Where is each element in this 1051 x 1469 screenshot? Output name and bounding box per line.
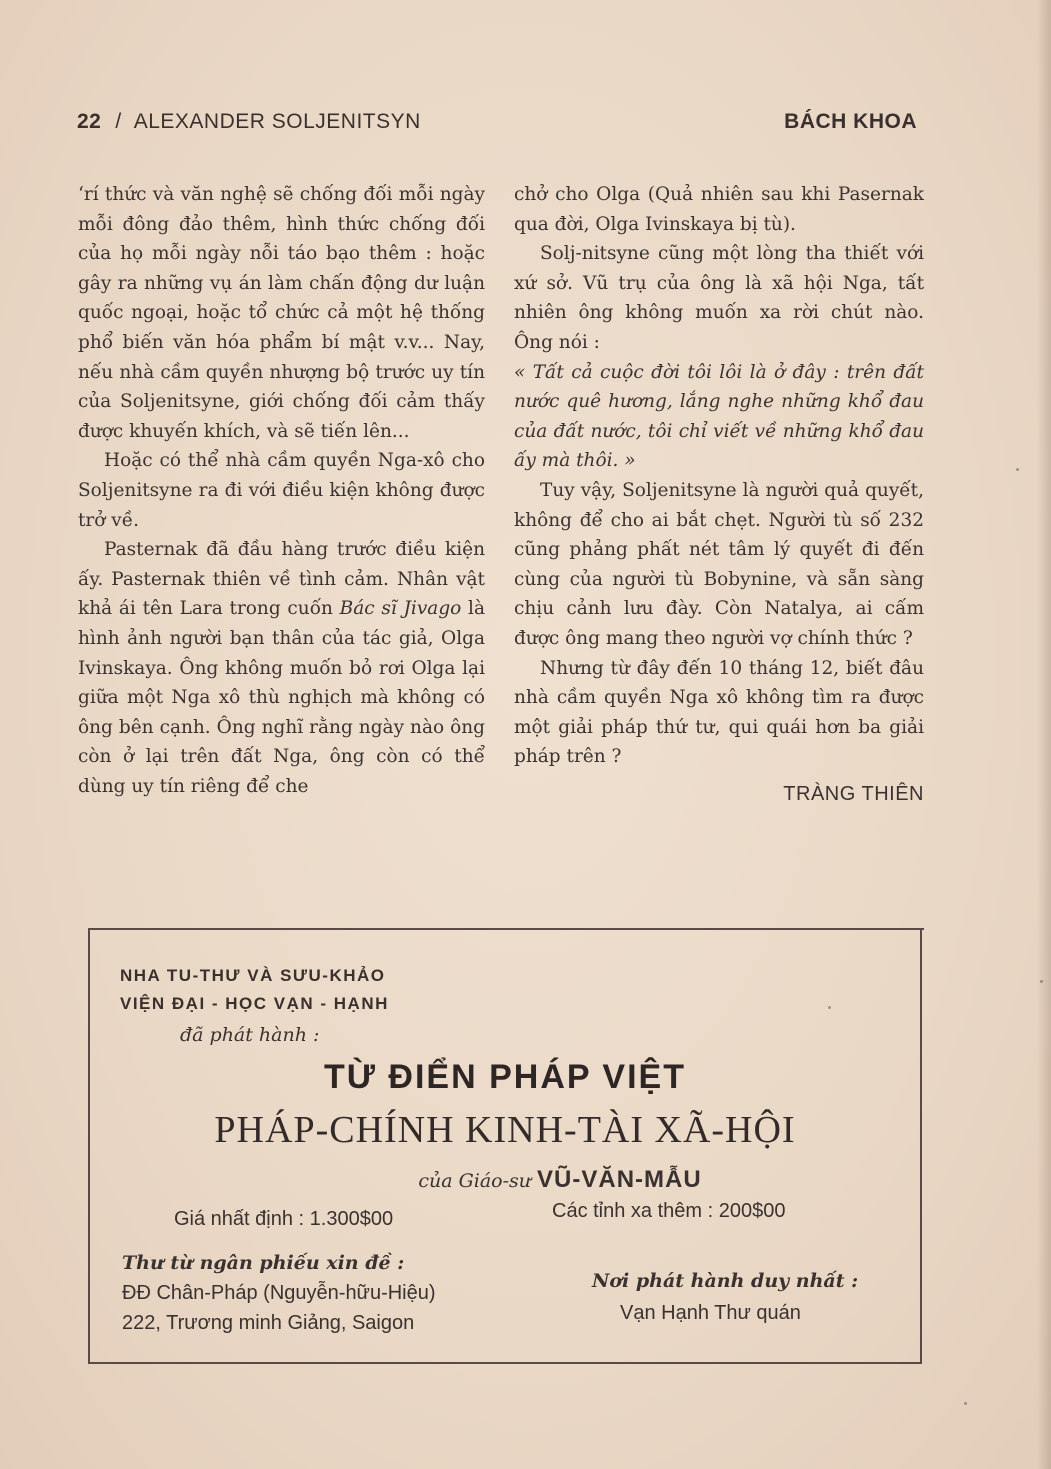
running-header: [77, 110, 917, 140]
paper-speck: [828, 1006, 831, 1009]
paper-speck: [1016, 468, 1019, 471]
ad-mail-label: Thư từ ngân phiếu xin đề :: [122, 1252, 405, 1274]
ad-distributor-name: Vạn Hạnh Thư quán: [620, 1302, 801, 1324]
ad-author-name: VŨ-VĂN-MẪU: [537, 1166, 702, 1193]
page-number: 22: [77, 110, 102, 133]
article-signature: TRÀNG THIÊN: [783, 782, 924, 805]
header-left: [77, 110, 421, 134]
ad-book-subtitle: PHÁP-CHÍNH KINH-TÀI XÃ-HỘI: [214, 1109, 796, 1151]
header-author: ALEXANDER SOLJENITSYN: [133, 110, 421, 133]
ad-publisher-line1: NHA TU-THƯ VÀ SƯU-KHẢO: [120, 966, 386, 985]
ad-distributor-label: Nơi phát hành duy nhất :: [592, 1270, 859, 1292]
paragraph: chở cho Olga (Quả nhiên sau khi Pasernak qua đời, Olga Ivinskaya bị tù).: [514, 184, 924, 235]
ad-author-prefix: của Giáo-sư: [418, 1170, 532, 1192]
paragraph: Solj-nitsyne cũng một lòng tha thiết với xứ sở. Vũ trụ của ông là xã hội Nga, tất nhiên ông không muốn xa rời chút nào. Ông nói :: [514, 243, 924, 353]
ad-mail-line2: 222, Trương minh Giảng, Saigon: [122, 1312, 415, 1334]
paper-speck: [964, 1402, 967, 1405]
ad-province-extra: Các tỉnh xa thêm : 200$00: [552, 1200, 786, 1222]
paragraph-text: là hình ảnh người bạn thân của tác giả, Olga Ivinskaya. Ông không muốn bỏ rơi Olga lại giữa một Nga xô thù nghịch mà không có ông bên cạnh. Ông nghĩ rằng ngày nào ông còn ở lại trên đất Nga, ông còn có thể dùng uy tín riêng để che: [78, 598, 485, 797]
ad-author-line: [90, 1166, 920, 1194]
book-title: Bác sĩ Jivago: [339, 598, 462, 620]
article-column-left: [78, 180, 485, 801]
paragraph: ‘rí thức và văn nghệ sẽ chống đối mỗi ngày mỗi đông đảo thêm, hình thức chống đối của họ mỗi ngày nỗi táo bạo thêm : hoặc gây ra những vụ án làm chấn động dư luận quốc ngoại, hoặc tổ chức cả một hệ thống phổ biến văn hóa phẩm bí mật v.v... Nay, nếu nhà cầm quyền nhượng bộ trước uy tín của Soljenitsyne, giới chống đối cảm thấy được khuyến khích, và sẽ tiến lên...: [78, 184, 485, 442]
ad-released-text: đã phát hành :: [180, 1024, 320, 1046]
paragraph: Nhưng từ đây đến 10 tháng 12, biết đâu nhà cầm quyền Nga xô không tìm ra được một giải pháp thứ tư, qui quái hơn ba giải pháp trên ?: [514, 657, 924, 768]
paragraph: [78, 535, 485, 801]
ad-price: Giá nhất định : 1.300$00: [174, 1208, 394, 1230]
paper-speck: [1040, 980, 1043, 983]
page-edge-shadow: [1037, 0, 1051, 1469]
header-separator: /: [115, 110, 122, 133]
advertisement-box: [88, 930, 922, 1364]
header-magazine-title: BÁCH KHOA: [784, 110, 917, 133]
quotation: « Tất cả cuộc đời tôi lôi là ở đây : trên đất nước quê hương, lắng nghe những khổ đau của đất nước, tôi chỉ viết về những khổ đau ấy mà thôi. »: [514, 361, 924, 472]
ad-book-title: TỪ ĐIỂN PHÁP VIỆT: [324, 1058, 686, 1096]
paragraph: Tuy vậy, Soljenitsyne là người quả quyết, không để cho ai bắt chẹt. Người tù số 232 cũng phảng phất nét tâm lý quyết đi đến cùng của người tù Bobynine, và sẵn sàng chịu cảnh lưu đày. Còn Natalya, ai cấm được ông mang theo người vợ chính thức ?: [514, 479, 924, 649]
article-column-right: [514, 180, 924, 809]
paragraph-text: Pasternak đã đầu hàng trước điều kiện ấy. Pasternak thiên về tình cảm. Nhân vật khả ái tên Lara trong cuốn: [78, 539, 485, 620]
ad-mail-line1: ĐĐ Chân-Pháp (Nguyễn-hữu-Hiệu): [122, 1282, 436, 1304]
ad-publisher-line2: VIỆN ĐẠI - HỌC VẠN - HẠNH: [120, 994, 389, 1013]
paragraph: Hoặc có thể nhà cầm quyền Nga-xô cho Soljenitsyne ra đi với điều kiện không được trở về.: [78, 450, 485, 531]
